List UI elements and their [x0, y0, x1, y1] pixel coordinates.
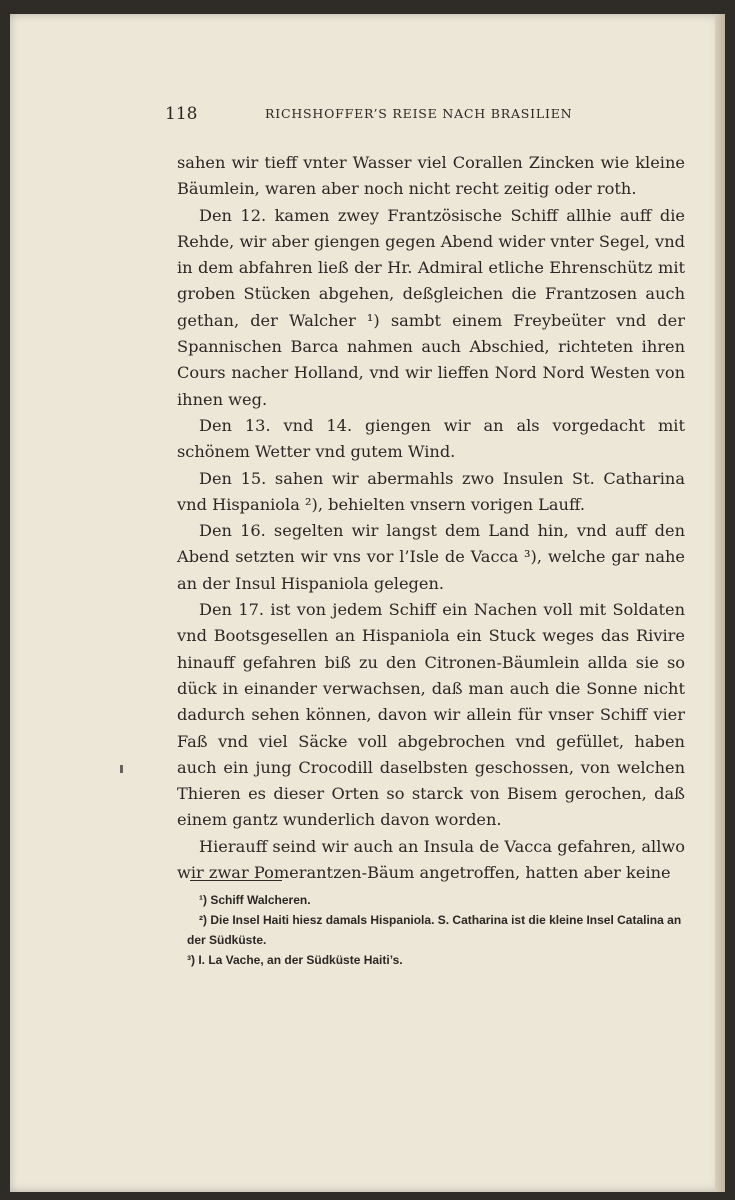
paragraph: Den 12. kamen zwey Frantzösische Schiff allhie auff die Rehde, wir aber giengen gegen Abend wider vnter Segel, vnd in dem abfahren ließ der Hr. Admiral etliche Ehrenschütz mit groben Stücken abgehen, deßgleichen die Frantzosen auch gethan, der Walcher ¹) sambt einem Freybeüter vnd der Spannischen Barca nahmen auch Abschied, richteten ihren Cours nacher Holland, vnd wir lieffen Nord Nord Westen von ihnen weg.	[177, 205, 685, 409]
paragraph: Den 16. segelten wir langst dem Land hin, vnd auff den Abend setzten wir vns vor l’Isle de Vacca ³), welche gar nahe an der Insul Hispaniola gelegen.	[177, 521, 685, 593]
footnote: ²) Die Insel Haiti hiesz damals Hispaniola. S. Catharina ist die kleine Insel Catalina an der Südküste.	[187, 913, 682, 947]
footnote: ³) I. La Vache, an der Südküste Haiti’s.	[187, 953, 403, 967]
footnotes	[187, 890, 685, 970]
paragraph: sahen wir tieff vnter Wasser viel Corallen Zincken wie kleine Bäumlein, waren aber noch nicht recht zeitig oder roth.	[177, 153, 685, 199]
margin-mark	[120, 765, 123, 773]
footnote-rule	[190, 880, 282, 881]
paragraph: Den 15. sahen wir abermahls zwo Insulen St. Catharina vnd Hispaniola ²), behielten vnsern vorigen Lauff.	[177, 468, 685, 514]
page-body	[177, 150, 685, 886]
paragraph: Den 17. ist von jedem Schiff ein Nachen voll mit Soldaten vnd Bootsgesellen an Hispaniola ein Stuck weges das Rivire hinauff gefahren biß zu den Citronen-Bäumlein allda sie so dück in einander verwachsen, daß man auch die Sonne nicht dadurch sehen können, davon wir allein für vnser Schiff vier Faß vnd viel Säcke voll abgebrochen vnd gefüllet, haben auch ein jung Crocodill daselbsten geschossen, von welchen Thieren es dieser Orten so starck von Bisem gerochen, daß einem gantz wunderlich davon worden.	[177, 600, 685, 830]
page-number: 118	[165, 104, 198, 124]
running-title: RICHSHOFFER’S REISE NACH BRASILIEN	[265, 106, 573, 121]
paragraph: Hierauff seind wir auch an Insula de Vacca gefahren, allwo wir zwar Pomerantzen-Bäum angetroffen, hatten aber keine	[177, 836, 685, 883]
footnote: ¹) Schiff Walcheren.	[199, 893, 311, 907]
paragraph: Den 13. vnd 14. giengen wir an als vorgedacht mit schönem Wetter vnd gutem Wind.	[177, 415, 685, 462]
page-header	[165, 104, 685, 128]
page-edge	[715, 14, 725, 1192]
